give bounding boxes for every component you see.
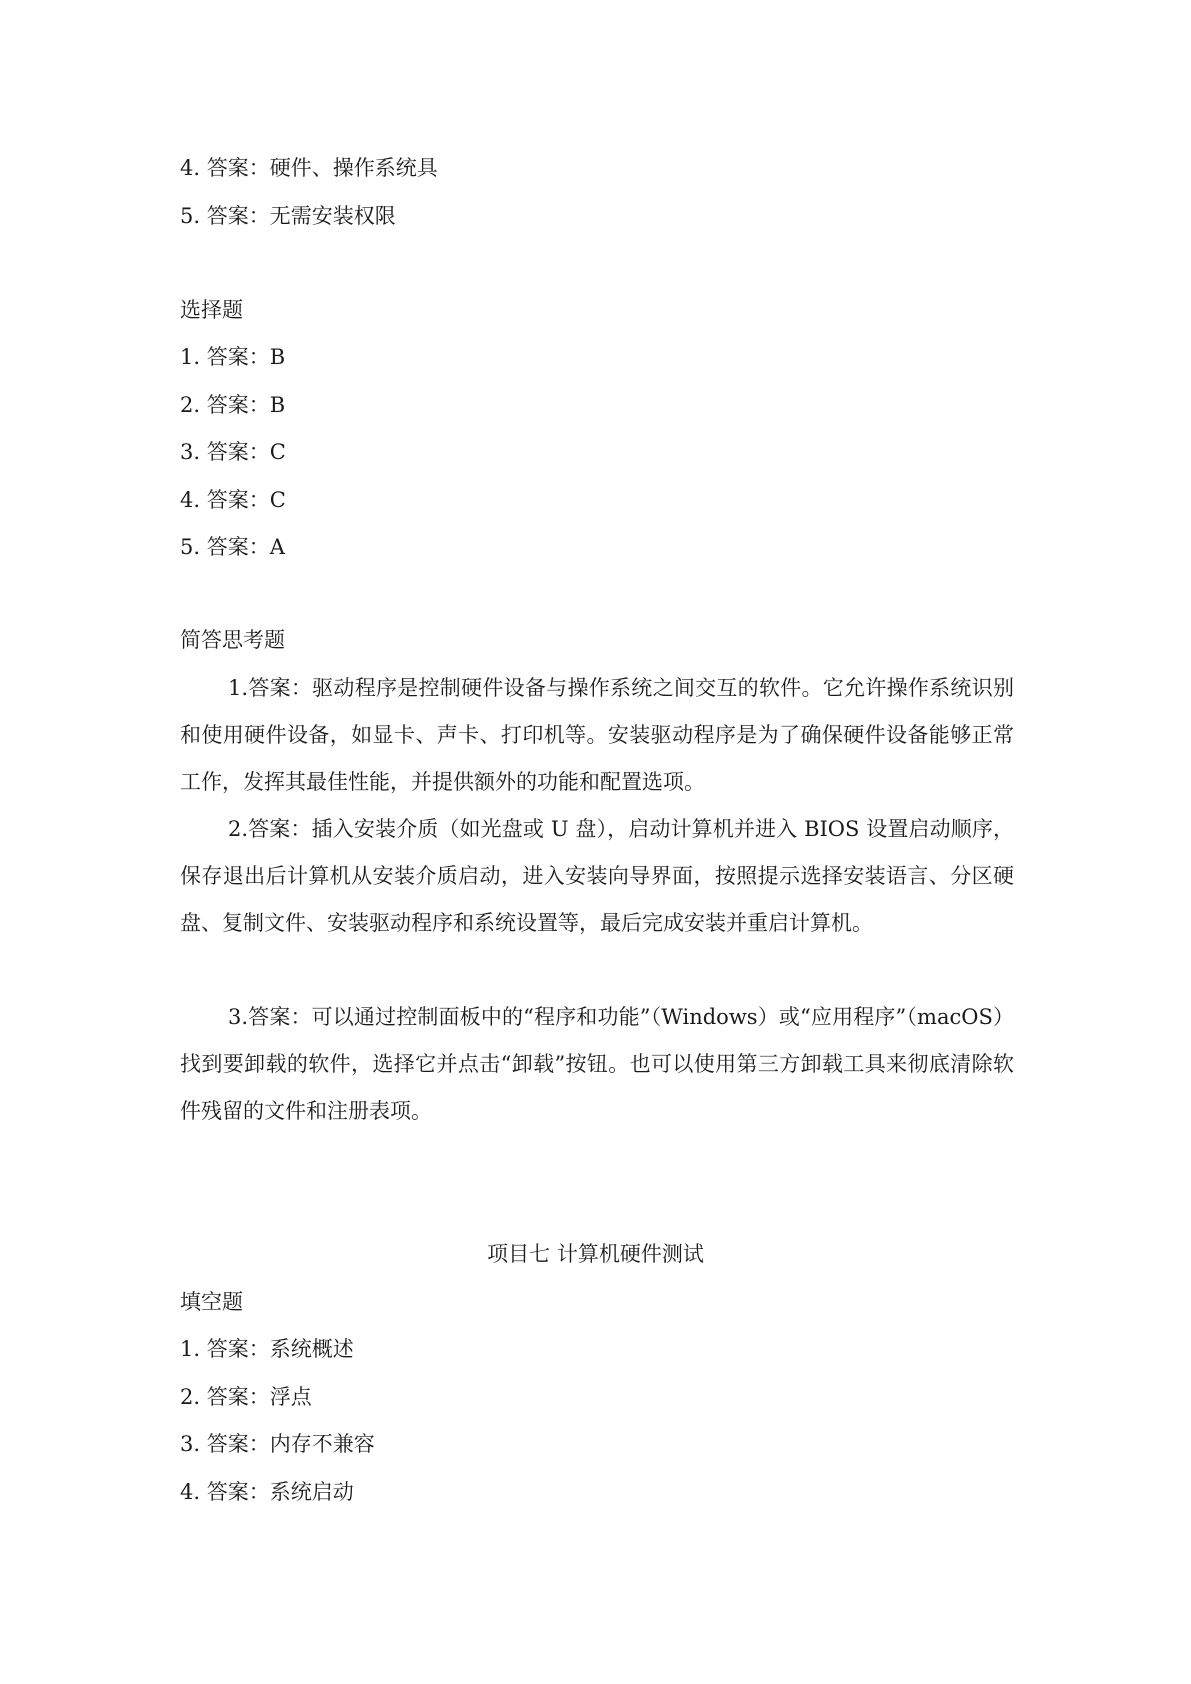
answer-line: 3. 答案：C xyxy=(180,440,286,464)
section-heading-fill: 填空题 xyxy=(180,1290,243,1314)
answer-paragraph: 1.答案：驱动程序是控制硬件设备与操作系统之间交互的软件。它允许操作系统识别和使用硬件设备，如显卡、声卡、打印机等。安装驱动程序是为了确保硬件设备能够正常工作，发挥其最佳性能，并提供额外的功能和配置选项。 xyxy=(180,676,1014,794)
answer-line: 2. 答案：B xyxy=(180,393,286,417)
answer-line: 5. 答案：无需安装权限 xyxy=(180,204,396,228)
answer-line: 4. 答案：系统启动 xyxy=(180,1480,354,1504)
project-title: 项目七 计算机硬件测试 xyxy=(487,1242,704,1266)
answer-paragraph: 2.答案：插入安装介质（如光盘或 U 盘），启动计算机并进入 BIOS 设置启动顺序，保存退出后计算机从安装介质启动，进入安装向导界面，按照提示选择安装语言、分区硬盘、复制文件、安装驱动程序和系统设置等，最后完成安装并重启计算机。 xyxy=(180,817,1014,935)
answer-paragraph: 3.答案：可以通过控制面板中的“程序和功能”（Windows）或“应用程序”（macOS）找到要卸载的软件，选择它并点击“卸载”按钮。也可以使用第三方卸载工具来彻底清除软件残留的文件和注册表项。 xyxy=(180,1005,1014,1123)
answer-line: 4. 答案：C xyxy=(180,488,286,512)
answer-line: 5. 答案：A xyxy=(180,535,285,559)
answer-line: 1. 答案：B xyxy=(180,345,286,369)
section-heading-choice: 选择题 xyxy=(180,298,243,322)
answer-line: 3. 答案：内存不兼容 xyxy=(180,1432,375,1456)
answer-line: 2. 答案：浮点 xyxy=(180,1385,312,1409)
answer-line: 1. 答案：系统概述 xyxy=(180,1337,354,1361)
answer-line: 4. 答案：硬件、操作系统具 xyxy=(180,156,438,180)
section-heading-short-answer: 简答思考题 xyxy=(180,628,285,652)
